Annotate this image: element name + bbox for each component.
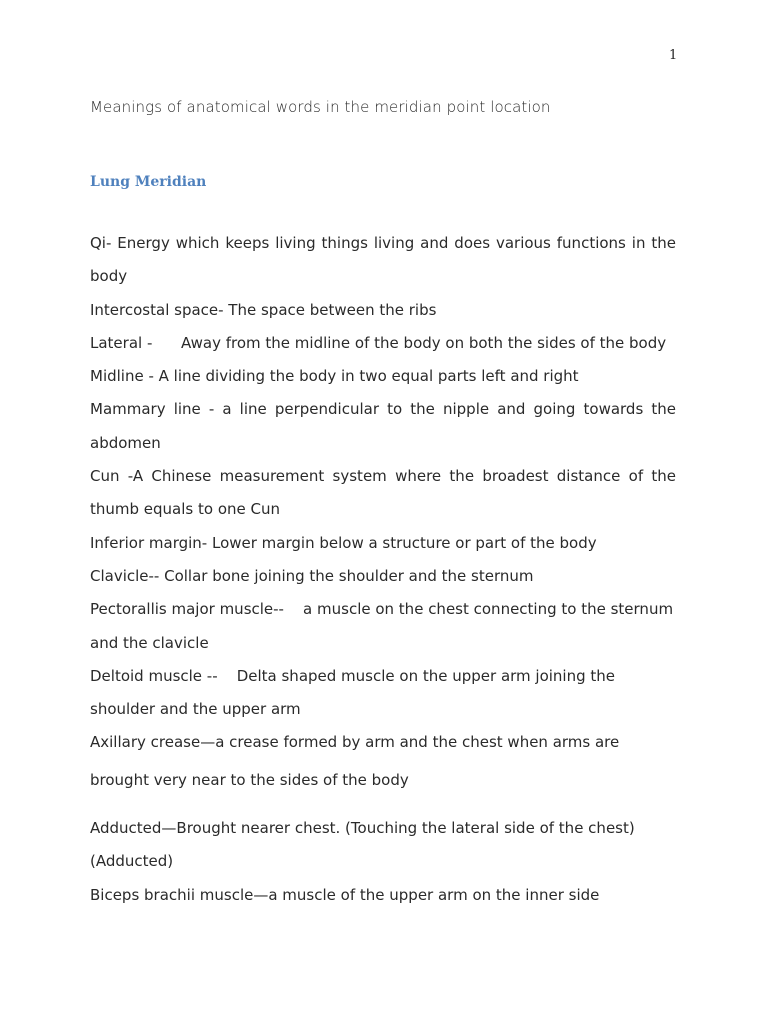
definition-line: Cun -A Chinese measurement system where the broadest distance of the xyxy=(90,467,676,486)
definition-line: Clavicle-- Collar bone joining the shoulder and the sternum xyxy=(90,566,534,585)
definitions-body xyxy=(90,227,676,912)
definition-line: abdomen xyxy=(90,433,161,452)
definition-line: (Adducted) xyxy=(90,852,174,871)
definition-line: Axillary crease—a crease formed by arm and the chest when arms are xyxy=(90,733,620,752)
section-heading-lung-meridian: Lung Meridian xyxy=(90,174,207,190)
definition-line: Deltoid muscle -- Delta shaped muscle on the upper arm joining the xyxy=(90,666,616,685)
definition-line: Mammary line - a line perpendicular to the nipple and going towards the xyxy=(90,400,676,419)
definition-line: Biceps brachii muscle—a muscle of the upper arm on the inner side xyxy=(90,885,600,904)
definition-line: Qi- Energy which keeps living things living and does various functions in the xyxy=(90,234,676,252)
document-title: Meanings of anatomical words in the meridian point location xyxy=(90,98,551,116)
definition-line: Pectorallis major muscle-- a muscle on the chest connecting to the sternum xyxy=(90,600,674,619)
definition-line: and the clavicle xyxy=(90,633,209,652)
definition-line: thumb equals to one Cun xyxy=(90,500,280,519)
spacer xyxy=(90,797,676,812)
definition-line: Midline - A line dividing the body in two equal parts left and right xyxy=(90,367,579,386)
definition-line: body xyxy=(90,267,128,286)
definition-line: Lateral - Away from the midline of the body on both the sides of the body xyxy=(90,333,667,352)
page-number: 1 xyxy=(669,48,678,63)
definition-line: shoulder and the upper arm xyxy=(90,700,301,719)
definition-line: Adducted—Brought nearer chest. (Touching the lateral side of the chest) xyxy=(90,819,635,838)
definition-line: brought very near to the sides of the body xyxy=(90,770,409,789)
definition-line: Inferior margin- Lower margin below a structure or part of the body xyxy=(90,533,597,552)
definition-line: Intercostal space- The space between the ribs xyxy=(90,300,437,319)
